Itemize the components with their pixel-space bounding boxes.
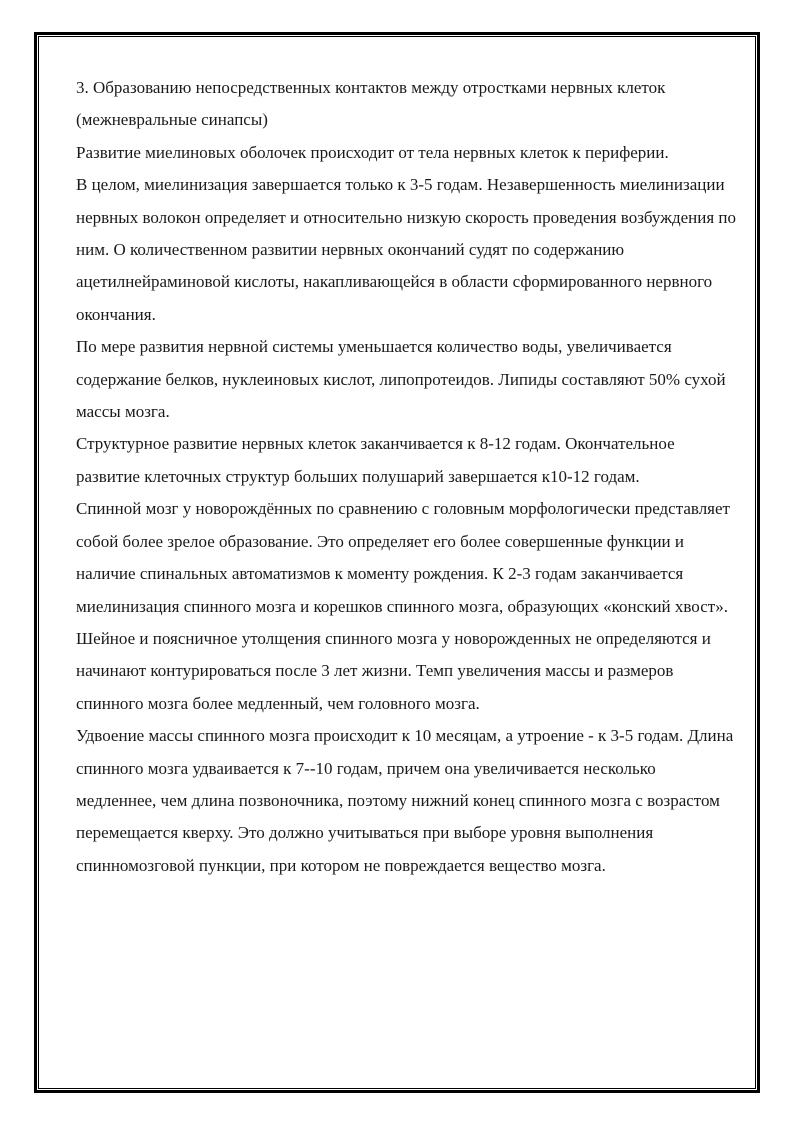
paragraph: Спинной мозг у новорождённых по сравнению с головным морфологически представляет собой более зрелое образование. Это определяет его более совершенные функции и наличие спинальных автоматизмов к моменту рождения. К 2-3 годам заканчивается миелинизация спинного мозга и корешков спинного мозга, образующих «конский хвост». xyxy=(76,499,730,616)
paragraph: Удвоение массы спинного мозга происходит к 10 месяцам, а утроение - к 3-5 годам. Длина спинного мозга удваивается к 7--10 годам, причем она увеличивается несколько медленнее, чем длина позвоночника, поэтому нижний конец спинного мозга с возрастом перемещается кверху. Это должно учитываться при выборе уровня выполнения спинномозговой пункции, при котором не повреждается вещество мозга. xyxy=(76,726,734,875)
paragraph: В целом, миелинизация завершается только к 3-5 годам. Незавершенность миелинизации нервных волокон определяет и относительно низкую скорость проведения возбуждения по ним. О количественном развитии нервных окончаний судят по содержанию ацетилнейраминовой кислоты, накапливающейся в области сформированного нервного окончания. xyxy=(76,175,737,324)
paragraph: Шейное и поясничное утолщения спинного мозга у новорожденных не определяются и начинают контурироваться после 3 лет жизни. Темп увеличения массы и размеров спинного мозга более медленный, чем головного мозга. xyxy=(76,628,711,713)
paragraph: Структурное развитие нервных клеток заканчивается к 8-12 годам. Окончательное развитие клеточных структур больших полушарий завершается к10-12 годам. xyxy=(76,434,675,486)
paragraph: 3. Образованию непосредственных контактов между отростками нервных клеток (межневральные синапсы) xyxy=(76,78,666,130)
paragraph: Развитие миелиновых оболочек происходит от тела нервных клеток к периферии. xyxy=(76,142,669,162)
paragraph: По мере развития нервной системы уменьшается количество воды, увеличивается содержание белков, нуклеиновых кислот, липопротеидов. Липиды составляют 50% сухой массы мозга. xyxy=(76,337,726,422)
document-body xyxy=(76,72,736,882)
